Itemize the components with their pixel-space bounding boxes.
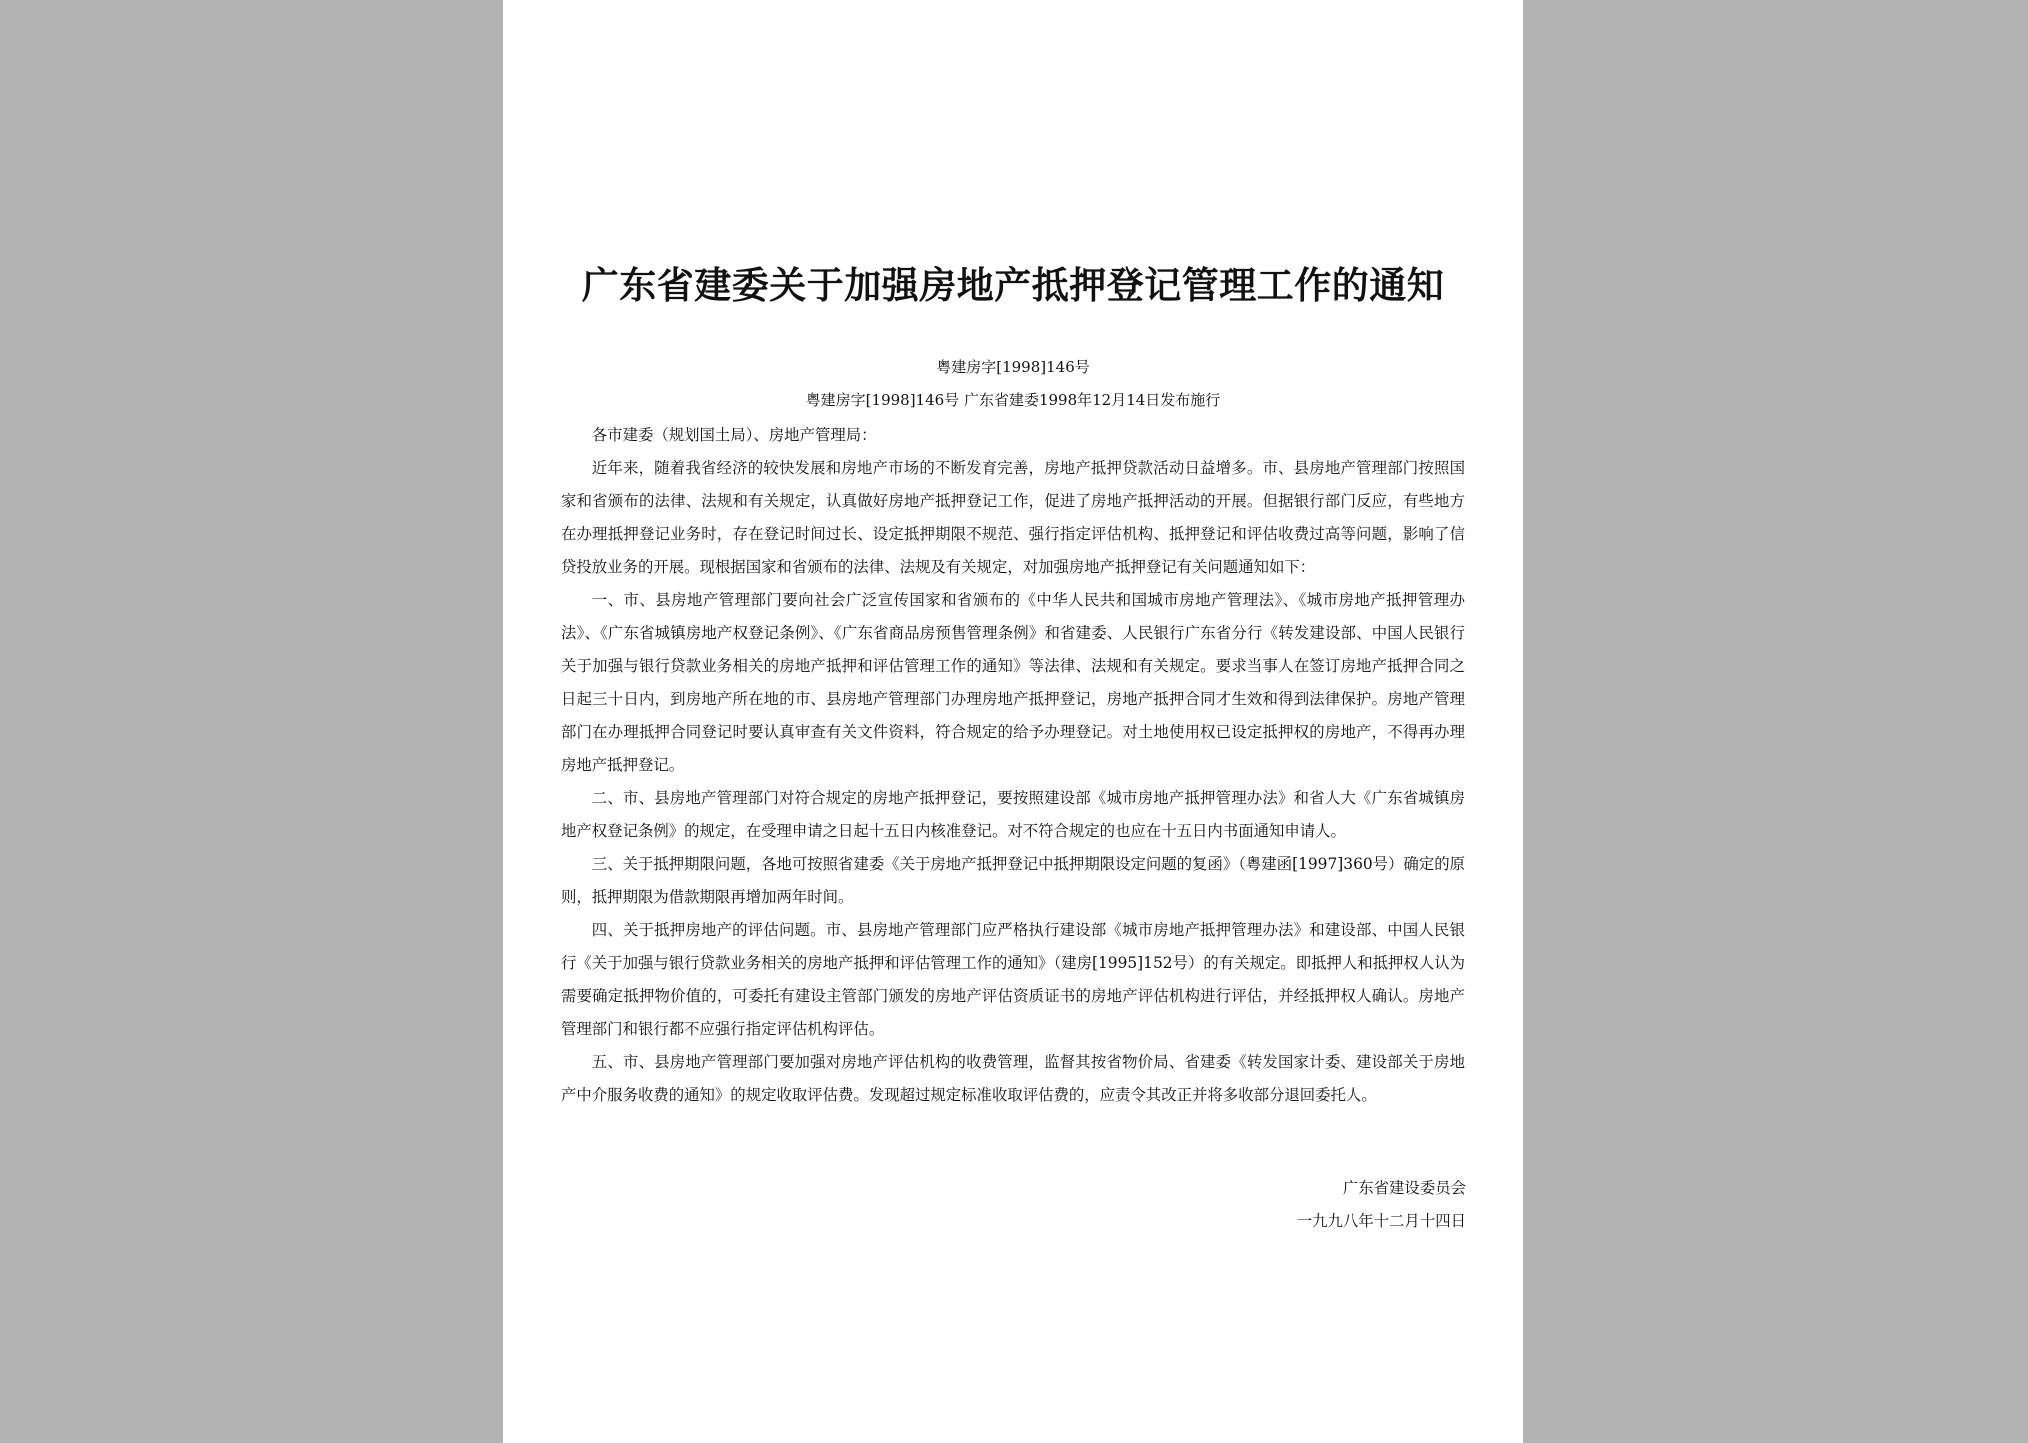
signature-issuer: 广东省建设委员会	[1342, 1179, 1466, 1197]
signature-block	[1297, 1172, 1466, 1238]
signature-date: 一九九八年十二月十四日	[1296, 1212, 1466, 1230]
paragraph-item-2: 二、市、县房地产管理部门对符合规定的房地产抵押登记，要按照建设部《城市房地产抵押管理办法》和省人大《广东省城镇房地产权登记条例》的规定，在受理申请之日起十五日内核准登记。对不符合规定的也应在十五日内书面通知申请人。	[561, 789, 1465, 840]
paragraph-item-5: 五、市、县房地产管理部门要加强对房地产评估机构的收费管理，监督其按省物价局、省建委《转发国家计委、建设部关于房地产中介服务收费的通知》的规定收取评估费。发现超过规定标准收取评估费的，应责令其改正并将多收部分退回委托人。	[561, 1053, 1465, 1104]
paragraph-item-4: 四、关于抵押房地产的评估问题。市、县房地产管理部门应严格执行建设部《城市房地产抵押管理办法》和建设部、中国人民银行《关于加强与银行贷款业务相关的房地产抵押和评估管理工作的通知》（建房[1995]152号）的有关规定。即抵押人和抵押权人认为需要确定抵押物价值的，可委托有建设主管部门颁发的房地产评估资质证书的房地产评估机构进行评估，并经抵押权人确认。房地产管理部门和银行都不应强行指定评估机构评估。	[561, 921, 1465, 1038]
document-title: 广东省建委关于加强房地产抵押登记管理工作的通知	[581, 263, 1445, 307]
paragraph-item-3: 三、关于抵押期限问题，各地可按照省建委《关于房地产抵押登记中抵押期限设定问题的复函》（粤建函[1997]360号）确定的原则，抵押期限为借款期限再增加两年时间。	[561, 855, 1465, 906]
document-number: 粤建房字[1998]146号	[936, 358, 1090, 376]
paragraph-item-1: 一、市、县房地产管理部门要向社会广泛宣传国家和省颁布的《中华人民共和国城市房地产管理法》、《城市房地产抵押管理办法》、《广东省城镇房地产权登记条例》、《广东省商品房预售管理条例》和省建委、人民银行广东省分行《转发建设部、中国人民银行关于加强与银行贷款业务相关的房地产抵押和评估管理工作的通知》等法律、法规和有关规定。要求当事人在签订房地产抵押合同之日起三十日内，到房地产所在地的市、县房地产管理部门办理房地产抵押登记，房地产抵押合同才生效和得到法律保护。房地产管理部门在办理抵押合同登记时要认真审查有关文件资料，符合规定的给予办理登记。对土地使用权已设定抵押权的房地产，不得再办理房地产抵押登记。	[561, 591, 1465, 774]
document-body	[561, 419, 1465, 1112]
publication-info: 粤建房字[1998]146号 广东省建委1998年12月14日发布施行	[805, 391, 1221, 409]
paragraph-intro: 近年来，随着我省经济的较快发展和房地产市场的不断发育完善，房地产抵押贷款活动日益增多。市、县房地产管理部门按照国家和省颁布的法律、法规和有关规定，认真做好房地产抵押登记工作，促进了房地产抵押活动的开展。但据银行部门反应，有些地方在办理抵押登记业务时，存在登记时间过长、设定抵押期限不规范、强行指定评估机构、抵押登记和评估收费过高等问题，影响了信贷投放业务的开展。现根据国家和省颁布的法律、法规及有关规定，对加强房地产抵押登记有关问题通知如下：	[561, 459, 1465, 576]
document-page	[503, 0, 1523, 1443]
salutation: 各市建委（规划国土局）、房地产管理局：	[591, 426, 877, 444]
